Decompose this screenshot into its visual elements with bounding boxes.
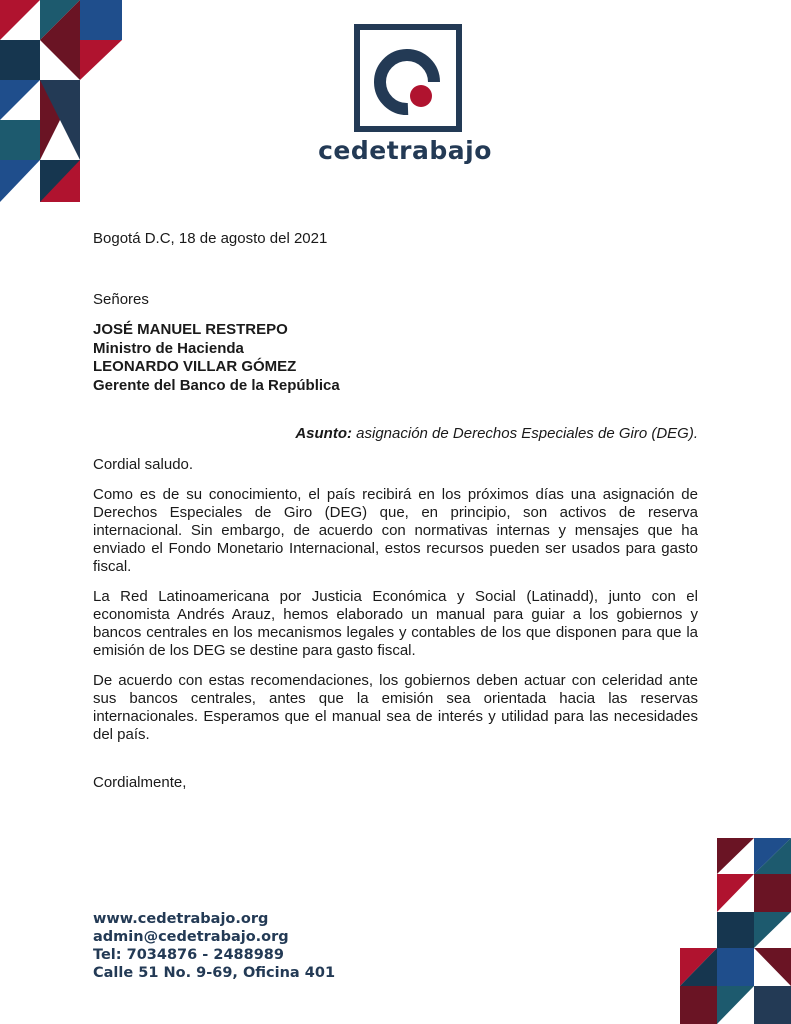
recipient-name: JOSÉ MANUEL RESTREPO: [93, 321, 288, 338]
addressee-intro: Señores: [93, 291, 149, 308]
subject-text: asignación de Derechos Especiales de Giro (DEG).: [352, 425, 698, 442]
subject-line: [93, 425, 698, 443]
letter-date: Bogotá D.C, 18 de agosto del 2021: [93, 230, 328, 247]
body-paragraph: De acuerdo con estas recomendaciones, los gobiernos deben actuar con celeridad ante sus bancos centrales, antes que la emisión sea orientada hacia las reservas internacionales. Esperamos que el manual sea de interés y utilidad para las necesidades del país.: [93, 672, 698, 743]
footer-website-link[interactable]: www.cedetrabajo.org: [93, 911, 269, 927]
decorative-mosaic-top-left: [0, 0, 122, 202]
body-paragraph: La Red Latinoamericana por Justicia Económica y Social (Latinadd), junto con el economista Andrés Arauz, hemos elaborado un manual para guiar a los gobiernos y bancos centrales en los mecanismos legales y contables de los que disponen para que la emisión de los DEG se destine para gasto fiscal.: [93, 588, 698, 659]
salutation: Cordial saludo.: [93, 456, 194, 473]
footer-contact: [93, 910, 335, 982]
footer-phone: Tel: 7034876 - 2488989: [93, 947, 284, 963]
brand-name: cedetrabajo: [318, 136, 492, 165]
decorative-mosaic-bottom-right: [680, 838, 791, 1024]
footer-email-link[interactable]: admin@cedetrabajo.org: [93, 929, 289, 945]
recipient-title: Ministro de Hacienda: [93, 339, 244, 357]
footer-address: Calle 51 No. 9-69, Oficina 401: [93, 965, 336, 981]
recipient-name: LEONARDO VILLAR GÓMEZ: [93, 358, 297, 375]
cedetrabajo-logo-icon: [354, 24, 462, 132]
closing: Cordialmente,: [93, 774, 187, 791]
body-paragraph: Como es de su conocimiento, el país recibirá en los próximos días una asignación de Derechos Especiales de Giro (DEG) que, en principio, son activos de reserva internacional. Sin embargo, de acuerdo con normativas internas y mensajes que ha enviado el Fondo Monetario Internacional, estos recursos pueden ser usados para gasto fiscal.: [93, 486, 698, 575]
recipient-title: Gerente del Banco de la República: [93, 376, 340, 394]
recipients-block: [93, 321, 698, 395]
subject-label: Asunto:: [295, 425, 352, 442]
